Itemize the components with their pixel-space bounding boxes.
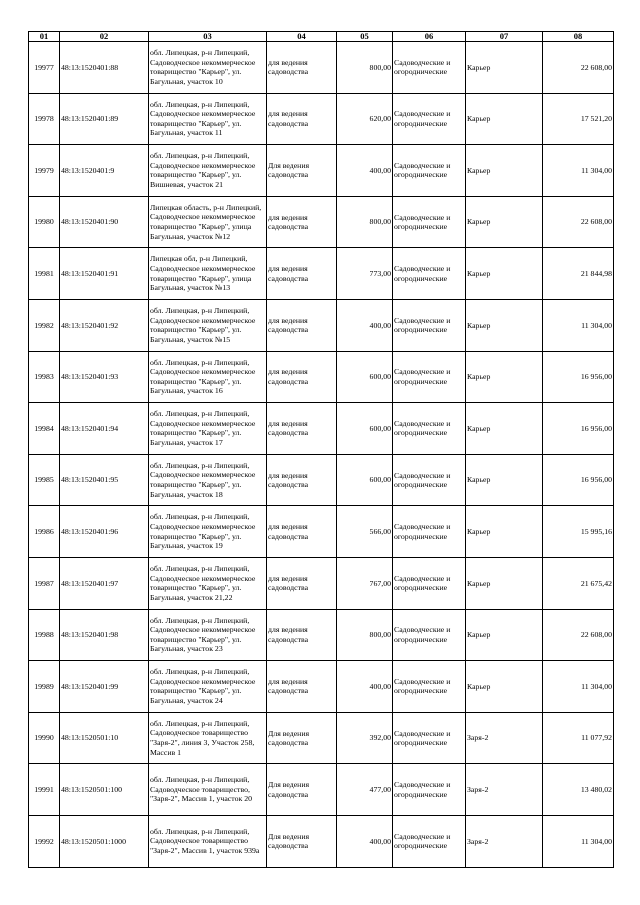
parcel-area: 566,00 bbox=[337, 506, 393, 558]
cadastral-value: 21 675,42 bbox=[543, 557, 614, 609]
permitted-use: для ведения садоводства bbox=[267, 661, 337, 713]
land-category: Садоводческие и огороднические bbox=[393, 403, 466, 455]
parcel-address bbox=[149, 764, 267, 816]
cadastral-value: 11 304,00 bbox=[543, 145, 614, 197]
cadastral-number: 48:13:1520401:98 bbox=[60, 609, 149, 661]
table-row bbox=[29, 403, 614, 455]
parcel-area: 600,00 bbox=[337, 403, 393, 455]
land-category: Садоводческие и огороднические bbox=[393, 557, 466, 609]
cadastral-value: 16 956,00 bbox=[543, 403, 614, 455]
cadastral-number: 48:13:1520401:94 bbox=[60, 403, 149, 455]
parcel-address bbox=[149, 351, 267, 403]
parcel-area: 477,00 bbox=[337, 764, 393, 816]
address-text: обл. Липецкая, р-н Липецкий, Садоводческое некоммерческое товарищество "Карьер", ул. Багульная, участок 10 bbox=[150, 48, 256, 86]
row-number: 19985 bbox=[29, 454, 60, 506]
row-number: 19982 bbox=[29, 299, 60, 351]
cadastral-value: 22 608,00 bbox=[543, 609, 614, 661]
row-number: 19990 bbox=[29, 712, 60, 764]
address-text: обл. Липецкая, р-н Липецкий, Садоводческое товарищество "Заря-2", линия 3, Участок 258, Массив 1 bbox=[150, 718, 255, 757]
permitted-use: для ведения садоводства bbox=[267, 609, 337, 661]
parcel-address bbox=[149, 454, 267, 506]
parcel-area: 400,00 bbox=[337, 299, 393, 351]
cadastral-value: 22 608,00 bbox=[543, 42, 614, 94]
cadastral-value: 11 304,00 bbox=[543, 815, 614, 867]
cadastral-number: 48:13:1520401:97 bbox=[60, 557, 149, 609]
settlement-zone: Заря-2 bbox=[466, 712, 543, 764]
table-row bbox=[29, 145, 614, 197]
land-category: Садоводческие и огороднические bbox=[393, 42, 466, 94]
table-row bbox=[29, 93, 614, 145]
land-category: Садоводческие и огороднические bbox=[393, 609, 466, 661]
permitted-use: для ведения садоводства bbox=[267, 454, 337, 506]
land-category: Садоводческие и огороднические bbox=[393, 93, 466, 145]
address-text: обл. Липецкая, р-н Липецкий, Садоводческое товарищество, "Заря-2", Массив 1, участок 20 bbox=[150, 775, 253, 804]
permitted-use: Для ведения садоводства bbox=[267, 764, 337, 816]
table-row bbox=[29, 815, 614, 867]
parcel-address bbox=[149, 93, 267, 145]
parcel-address bbox=[149, 557, 267, 609]
table-row bbox=[29, 42, 614, 94]
permitted-use: для ведения садоводства bbox=[267, 351, 337, 403]
permitted-use: Для ведения садоводства bbox=[267, 145, 337, 197]
permitted-use: для ведения садоводства bbox=[267, 42, 337, 94]
column-header-06: 06 bbox=[393, 32, 466, 42]
parcel-area: 800,00 bbox=[337, 196, 393, 248]
settlement-zone: Карьер bbox=[466, 248, 543, 300]
table-row bbox=[29, 351, 614, 403]
address-text: Липецкая область, р-н Липецкий, Садоводческое некоммерческое товарищество "Карьер", улица Багульная, участок №12 bbox=[150, 202, 262, 241]
table-row bbox=[29, 196, 614, 248]
cadastral-number: 48:13:1520401:90 bbox=[60, 196, 149, 248]
parcel-area: 400,00 bbox=[337, 661, 393, 713]
parcel-area: 392,00 bbox=[337, 712, 393, 764]
table-row bbox=[29, 557, 614, 609]
settlement-zone: Карьер bbox=[466, 609, 543, 661]
permitted-use: для ведения садоводства bbox=[267, 403, 337, 455]
address-text: обл. Липецкая, р-н Липецкий, Садоводческое некоммерческое товарищество "Карьер", ул. Багульная, участок 17 bbox=[150, 409, 256, 448]
cadastral-number: 48:13:1520401:95 bbox=[60, 454, 149, 506]
settlement-zone: Карьер bbox=[466, 196, 543, 248]
column-header-01: 01 bbox=[29, 32, 60, 42]
permitted-use: Для ведения садоводства bbox=[267, 712, 337, 764]
land-category: Садоводческие и огороднические bbox=[393, 196, 466, 248]
cadastral-value: 11 304,00 bbox=[543, 299, 614, 351]
cadastral-number: 48:13:1520401:99 bbox=[60, 661, 149, 713]
row-number: 19988 bbox=[29, 609, 60, 661]
parcel-area: 620,00 bbox=[337, 93, 393, 145]
cadastral-number: 48:13:1520401:92 bbox=[60, 299, 149, 351]
parcel-area: 600,00 bbox=[337, 351, 393, 403]
land-category: Садоводческие и огороднические bbox=[393, 764, 466, 816]
parcel-address bbox=[149, 42, 267, 94]
address-text: обл. Липецкая, р-н Липецкий, Садоводческое некоммерческое товарищество "Карьер", ул. Багульная, участок 23 bbox=[150, 615, 256, 654]
row-number: 19983 bbox=[29, 351, 60, 403]
parcel-address bbox=[149, 299, 267, 351]
settlement-zone: Заря-2 bbox=[466, 815, 543, 867]
row-number: 19987 bbox=[29, 557, 60, 609]
settlement-zone: Карьер bbox=[466, 93, 543, 145]
cadastral-number: 48:13:1520401:96 bbox=[60, 506, 149, 558]
header-row bbox=[29, 32, 614, 42]
address-text: Липецкая обл, р-н Липецкий, Садоводческое некоммерческое товарищество "Карьер", улица Багульная, участок №13 bbox=[150, 254, 256, 293]
parcel-address bbox=[149, 609, 267, 661]
land-category: Садоводческие и огороднические bbox=[393, 815, 466, 867]
land-register-table bbox=[28, 31, 614, 868]
address-text: обл. Липецкая, р-н Липецкий, Садоводческое некоммерческое товарищество "Карьер", ул. Багульная, участок 18 bbox=[150, 460, 256, 499]
table-row bbox=[29, 248, 614, 300]
table-row bbox=[29, 609, 614, 661]
permitted-use: для ведения садоводства bbox=[267, 506, 337, 558]
row-number: 19992 bbox=[29, 815, 60, 867]
parcel-address bbox=[149, 248, 267, 300]
column-header-03: 03 bbox=[149, 32, 267, 42]
land-category: Садоводческие и огороднические bbox=[393, 145, 466, 197]
row-number: 19991 bbox=[29, 764, 60, 816]
permitted-use: для ведения садоводства bbox=[267, 248, 337, 300]
parcel-area: 600,00 bbox=[337, 454, 393, 506]
permitted-use: Для ведения садоводства bbox=[267, 815, 337, 867]
settlement-zone: Карьер bbox=[466, 42, 543, 94]
column-header-08: 08 bbox=[543, 32, 614, 42]
row-number: 19979 bbox=[29, 145, 60, 197]
parcel-area: 400,00 bbox=[337, 145, 393, 197]
table-row bbox=[29, 712, 614, 764]
address-text: обл. Липецкая, р-н Липецкий, Садоводческое некоммерческое товарищество "Карьер", ул. Багульная, участок 11 bbox=[150, 99, 256, 138]
permitted-use: для ведения садоводства bbox=[267, 93, 337, 145]
cadastral-value: 15 995,16 bbox=[543, 506, 614, 558]
cadastral-value: 11 077,92 bbox=[543, 712, 614, 764]
address-text: обл. Липецкая, р-н Липецкий, Садоводческое некоммерческое товарищество "Карьер", ул. Вишневая, участок 21 bbox=[150, 151, 256, 190]
land-category: Садоводческие и огороднические bbox=[393, 712, 466, 764]
table-row bbox=[29, 506, 614, 558]
parcel-address bbox=[149, 712, 267, 764]
land-category: Садоводческие и огороднические bbox=[393, 248, 466, 300]
cadastral-value: 16 956,00 bbox=[543, 351, 614, 403]
settlement-zone: Заря-2 bbox=[466, 764, 543, 816]
permitted-use: для ведения садоводства bbox=[267, 299, 337, 351]
cadastral-value: 16 956,00 bbox=[543, 454, 614, 506]
settlement-zone: Карьер bbox=[466, 661, 543, 713]
cadastral-value: 21 844,98 bbox=[543, 248, 614, 300]
parcel-area: 400,00 bbox=[337, 815, 393, 867]
column-header-04: 04 bbox=[267, 32, 337, 42]
address-text: обл. Липецкая, р-н Липецкий, Садоводческое некоммерческое товарищество "Карьер", ул. Багульная, участок 19 bbox=[150, 512, 256, 551]
table-row bbox=[29, 454, 614, 506]
parcel-address bbox=[149, 661, 267, 713]
land-category: Садоводческие и огороднические bbox=[393, 299, 466, 351]
parcel-area: 767,00 bbox=[337, 557, 393, 609]
column-header-02: 02 bbox=[60, 32, 149, 42]
cadastral-number: 48:13:1520501:1000 bbox=[60, 815, 149, 867]
table-header bbox=[29, 32, 614, 42]
permitted-use: для ведения садоводства bbox=[267, 196, 337, 248]
row-number: 19980 bbox=[29, 196, 60, 248]
table-row bbox=[29, 764, 614, 816]
table-row bbox=[29, 299, 614, 351]
cadastral-number: 48:13:1520401:93 bbox=[60, 351, 149, 403]
table-row bbox=[29, 661, 614, 713]
cadastral-number: 48:13:1520401:9 bbox=[60, 145, 149, 197]
cadastral-number: 48:13:1520401:88 bbox=[60, 42, 149, 94]
settlement-zone: Карьер bbox=[466, 403, 543, 455]
cadastral-number: 48:13:1520401:89 bbox=[60, 93, 149, 145]
row-number: 19986 bbox=[29, 506, 60, 558]
parcel-address bbox=[149, 506, 267, 558]
address-text: обл. Липецкая, р-н Липецкий, Садоводческое некоммерческое товарищество "Карьер", ул. Багульная, участок 24 bbox=[150, 667, 256, 706]
row-number: 19989 bbox=[29, 661, 60, 713]
land-category: Садоводческие и огороднические bbox=[393, 454, 466, 506]
parcel-address bbox=[149, 196, 267, 248]
row-number: 19984 bbox=[29, 403, 60, 455]
land-category: Садоводческие и огороднические bbox=[393, 506, 466, 558]
cadastral-value: 13 480,02 bbox=[543, 764, 614, 816]
cadastral-number: 48:13:1520501:100 bbox=[60, 764, 149, 816]
parcel-address bbox=[149, 815, 267, 867]
land-category: Садоводческие и огороднические bbox=[393, 661, 466, 713]
parcel-address bbox=[149, 403, 267, 455]
settlement-zone: Карьер bbox=[466, 506, 543, 558]
permitted-use: для ведения садоводства bbox=[267, 557, 337, 609]
cadastral-number: 48:13:1520501:10 bbox=[60, 712, 149, 764]
address-text: обл. Липецкая, р-н Липецкий, Садоводческое товарищество "Заря-2", Массив 1, участок 939а bbox=[150, 826, 260, 855]
settlement-zone: Карьер bbox=[466, 557, 543, 609]
column-header-07: 07 bbox=[466, 32, 543, 42]
cadastral-value: 22 608,00 bbox=[543, 196, 614, 248]
table-body bbox=[29, 42, 614, 868]
address-text: обл. Липецкая, р-н Липецкий, Садоводческое некоммерческое товарищество "Карьер", ул. Багульная, участок 21,22 bbox=[150, 564, 256, 602]
cadastral-number: 48:13:1520401:91 bbox=[60, 248, 149, 300]
land-category: Садоводческие и огороднические bbox=[393, 351, 466, 403]
settlement-zone: Карьер bbox=[466, 299, 543, 351]
row-number: 19981 bbox=[29, 248, 60, 300]
parcel-address bbox=[149, 145, 267, 197]
row-number: 19977 bbox=[29, 42, 60, 94]
cadastral-value: 17 521,20 bbox=[543, 93, 614, 145]
address-text: обл. Липецкая, р-н Липецкий, Садоводческое некоммерческое товарищество "Карьер", ул. Багульная, участок №15 bbox=[150, 306, 256, 344]
settlement-zone: Карьер bbox=[466, 454, 543, 506]
parcel-area: 773,00 bbox=[337, 248, 393, 300]
row-number: 19978 bbox=[29, 93, 60, 145]
address-text: обл. Липецкая, р-н Липецкий, Садоводческое некоммерческое товарищество "Карьер", ул. Багульная, участок 16 bbox=[150, 357, 256, 396]
parcel-area: 800,00 bbox=[337, 609, 393, 661]
column-header-05: 05 bbox=[337, 32, 393, 42]
parcel-area: 800,00 bbox=[337, 42, 393, 94]
cadastral-value: 11 304,00 bbox=[543, 661, 614, 713]
settlement-zone: Карьер bbox=[466, 351, 543, 403]
settlement-zone: Карьер bbox=[466, 145, 543, 197]
